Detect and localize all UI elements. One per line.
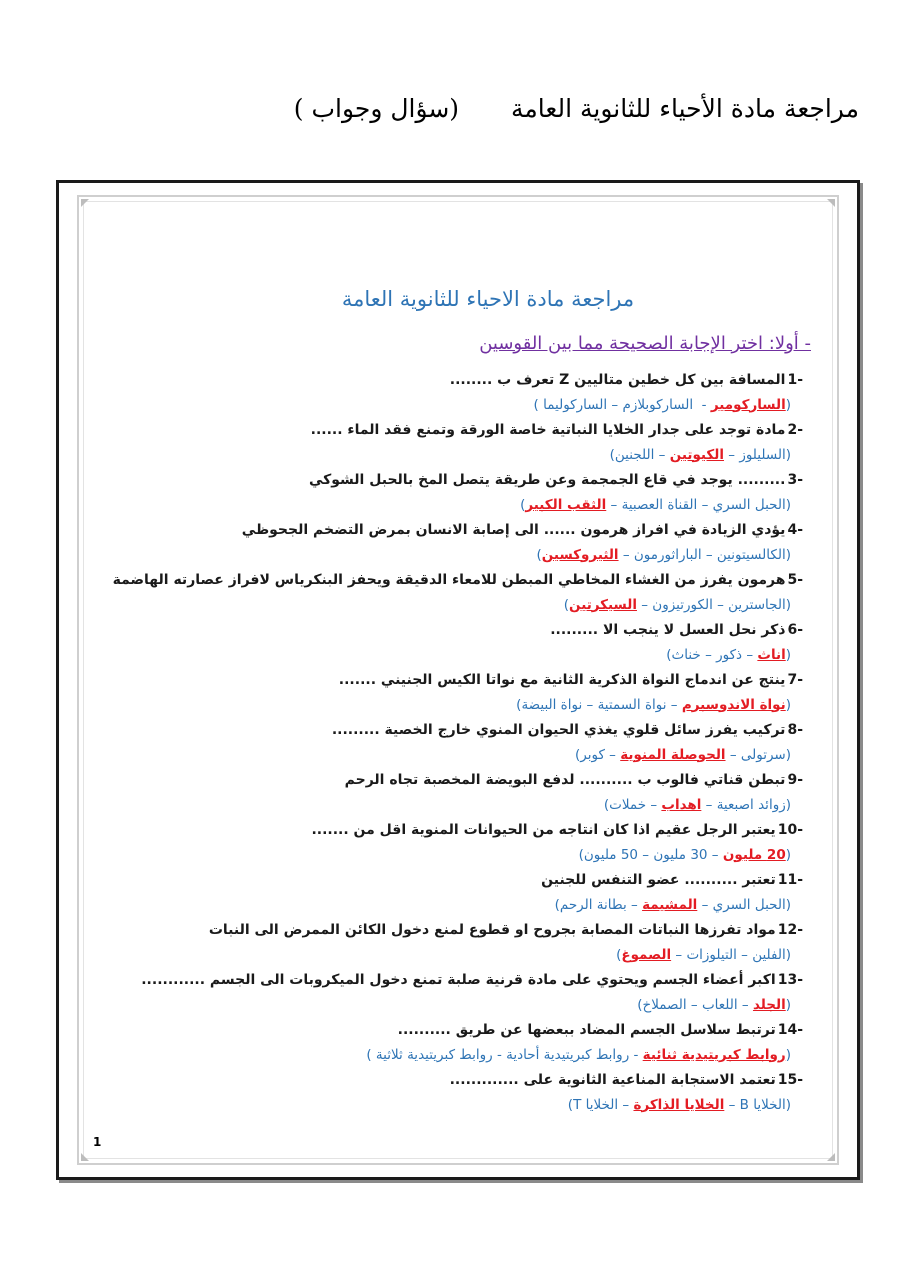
option-text: ) — [616, 946, 622, 963]
correct-answer: 20 مليون — [722, 846, 786, 863]
corner-ornament — [827, 199, 835, 207]
option-text: (سرتولى – — [725, 746, 791, 763]
correct-answer: الصموغ — [621, 946, 672, 963]
question-text: تبطن قناتي فالوب ب .......... لدفع البويضة المخصبة تجاه الرحم — [344, 771, 786, 788]
question-number: -8 — [787, 721, 803, 738]
question-item — [83, 517, 803, 542]
option-text: (الفلين – التيلوزات – — [671, 946, 791, 963]
answer-options — [83, 442, 803, 467]
answer-options — [83, 1092, 803, 1117]
corner-ornament — [81, 1153, 89, 1161]
option-text: (الحبل السري – القناة العصبية – — [606, 496, 791, 513]
question-item — [83, 367, 803, 392]
question-number: -12 — [777, 921, 803, 938]
answer-options — [83, 942, 803, 967]
option-text: – اللجنين) — [609, 446, 670, 463]
option-text: ) — [563, 596, 570, 613]
option-text: (زوائد اصبعية – — [701, 796, 791, 813]
question-number: -6 — [787, 621, 803, 638]
question-text: تعتمد الاستجابة المناعية الثانوية على ............. — [449, 1071, 776, 1088]
question-text: مواد تفرزها النباتات المصابة بجروح او قطوع لمنع دخول الكائن الممرض الى النبات — [208, 921, 776, 938]
question-text: ينتج عن اندماج النواة الذكرية الثانية مع نواتا الكيس الجنيني ....... — [338, 671, 786, 688]
question-item — [83, 1067, 803, 1092]
question-text: يؤدي الزيادة في افراز هرمون ...... الى إصابة الانسان بمرض التضخم الجحوظي — [241, 521, 786, 538]
correct-answer: الحوصلة المنوية — [620, 746, 726, 763]
answer-options — [83, 392, 803, 417]
option-text: ( — [785, 646, 791, 663]
option-text: ( — [785, 696, 791, 713]
question-number: -9 — [787, 771, 803, 788]
question-text: تعتبر .......... عضو التنفس للجنين — [541, 871, 776, 888]
answer-options — [83, 642, 803, 667]
question-number: -3 — [787, 471, 803, 488]
answer-options — [83, 742, 803, 767]
answer-options — [83, 492, 803, 517]
question-number: -7 — [787, 671, 803, 688]
corner-ornament — [827, 1153, 835, 1161]
question-number: -13 — [777, 971, 803, 988]
question-text: ترتبط سلاسل الجسم المضاد ببعضها عن طريق .......... — [397, 1021, 776, 1038]
option-text: (الحبل السري – — [697, 896, 791, 913]
option-text: ( — [785, 996, 791, 1013]
question-item — [83, 417, 803, 442]
section-heading: - أولا: اختر الإجابة الصحيحة مما بين القوسين — [479, 333, 811, 354]
question-number: -15 — [777, 1071, 803, 1088]
option-text: ( — [785, 1046, 791, 1063]
question-text: ذكر نحل العسل لا ينجب الا ......... — [550, 621, 786, 638]
page-number: 1 — [93, 1135, 102, 1149]
question-number: -5 — [787, 571, 803, 588]
correct-answer: الكيوتين — [669, 446, 724, 463]
option-text: ( — [785, 396, 791, 413]
question-number: -1 — [787, 371, 803, 388]
question-item — [83, 917, 803, 942]
option-text: – كوبر) — [575, 746, 621, 763]
question-number: -4 — [787, 521, 803, 538]
question-item — [83, 717, 803, 742]
header-title: مراجعة مادة الأحياء للثانوية العامة — [511, 94, 859, 123]
answer-options — [83, 792, 803, 817]
question-item — [83, 567, 803, 592]
question-item — [83, 767, 803, 792]
option-text: – ذكور – خناث) — [666, 646, 758, 663]
answer-options — [83, 592, 803, 617]
correct-answer: الجلد — [752, 996, 786, 1013]
answer-options — [83, 1042, 803, 1067]
correct-answer: اهداب — [661, 796, 702, 813]
question-item — [83, 867, 803, 892]
document-frame — [56, 180, 860, 1180]
question-text: ......... يوجد في قاع الجمجمة وعن طريقة يتصل المخ بالحبل الشوكي — [308, 471, 786, 488]
question-number: -14 — [777, 1021, 803, 1038]
answer-options — [83, 542, 803, 567]
option-text: ( — [785, 846, 791, 863]
option-text: – بطانة الرحم) — [554, 896, 643, 913]
option-text: – الخلايا T) — [567, 1096, 634, 1113]
option-text: - روابط كبريتيدية أحادية - روابط كبريتيدية ثلاثية ) — [366, 1046, 643, 1063]
answer-options — [83, 992, 803, 1017]
correct-answer: الخلايا الذاكرة — [633, 1096, 725, 1113]
option-text: (الكالسيتونين – الباراثورمون – — [618, 546, 791, 563]
answer-options — [83, 692, 803, 717]
question-text: مادة توجد على جدار الخلايا النباتية خاصة الورقة وتمنع فقد الماء ...... — [310, 421, 786, 438]
document-title: مراجعة مادة الاحياء للثانوية العامة — [341, 287, 635, 311]
header-subtitle: (سؤال وجواب ) — [293, 94, 460, 123]
option-text: (السليلوز – — [723, 446, 791, 463]
question-text: المسافة بين كل خطين متاليين Z تعرف ب ........ — [449, 371, 786, 388]
question-list — [83, 367, 803, 1117]
option-text: – خملات) — [603, 796, 662, 813]
question-text: تركيب يفرز سائل قلوي يغذي الحيوان المنوي خارج الخصية ......... — [331, 721, 786, 738]
correct-answer: الثقب الكبير — [525, 496, 607, 513]
correct-answer: نواة الاندوسبرم — [681, 696, 786, 713]
question-item — [83, 817, 803, 842]
correct-answer: المشيمة — [642, 896, 698, 913]
question-number: -11 — [777, 871, 803, 888]
question-text: يعتبر الرجل عقيم اذا كان انتاجه من الحيوانات المنوية اقل من ....... — [311, 821, 776, 838]
option-text: - الساركوبلازم – الساركوليما ) — [533, 396, 711, 413]
option-text: ) — [536, 546, 542, 563]
question-number: -10 — [777, 821, 803, 838]
correct-answer: الثيروكسين — [541, 546, 619, 563]
correct-answer: الساركومير — [710, 396, 786, 413]
question-text: اكبر أعضاء الجسم ويحتوي على مادة قرنية صلبة تمنع دخول الميكروبات الى الجسم ............ — [141, 971, 776, 988]
answer-options — [83, 842, 803, 867]
correct-answer: روابط كبريتيدية ثنائية — [642, 1046, 786, 1063]
option-text: – 30 مليون – 50 مليون) — [578, 846, 723, 863]
corner-ornament — [81, 199, 89, 207]
answer-options — [83, 892, 803, 917]
option-text: (الجاسترين – الكورتيزون – — [636, 596, 791, 613]
option-text: ) — [520, 496, 526, 513]
question-number: -2 — [787, 421, 803, 438]
option-text: – نواة السمتية – نواة البيضة) — [516, 696, 682, 713]
question-item — [83, 617, 803, 642]
question-item — [83, 1017, 803, 1042]
question-item — [83, 967, 803, 992]
page-header — [60, 94, 859, 123]
option-text: – اللعاب – الصملاخ) — [637, 996, 753, 1013]
question-item — [83, 467, 803, 492]
correct-answer: اناث — [757, 646, 786, 663]
option-text: (الخلايا B – — [724, 1096, 791, 1113]
correct-answer: السيكرتين — [569, 596, 637, 613]
question-item — [83, 667, 803, 692]
question-text: هرمون يفرز من الغشاء المخاطي المبطن للامعاء الدقيقة ويحفز البنكرياس لافراز عصارته الهاضمة — [112, 571, 786, 588]
